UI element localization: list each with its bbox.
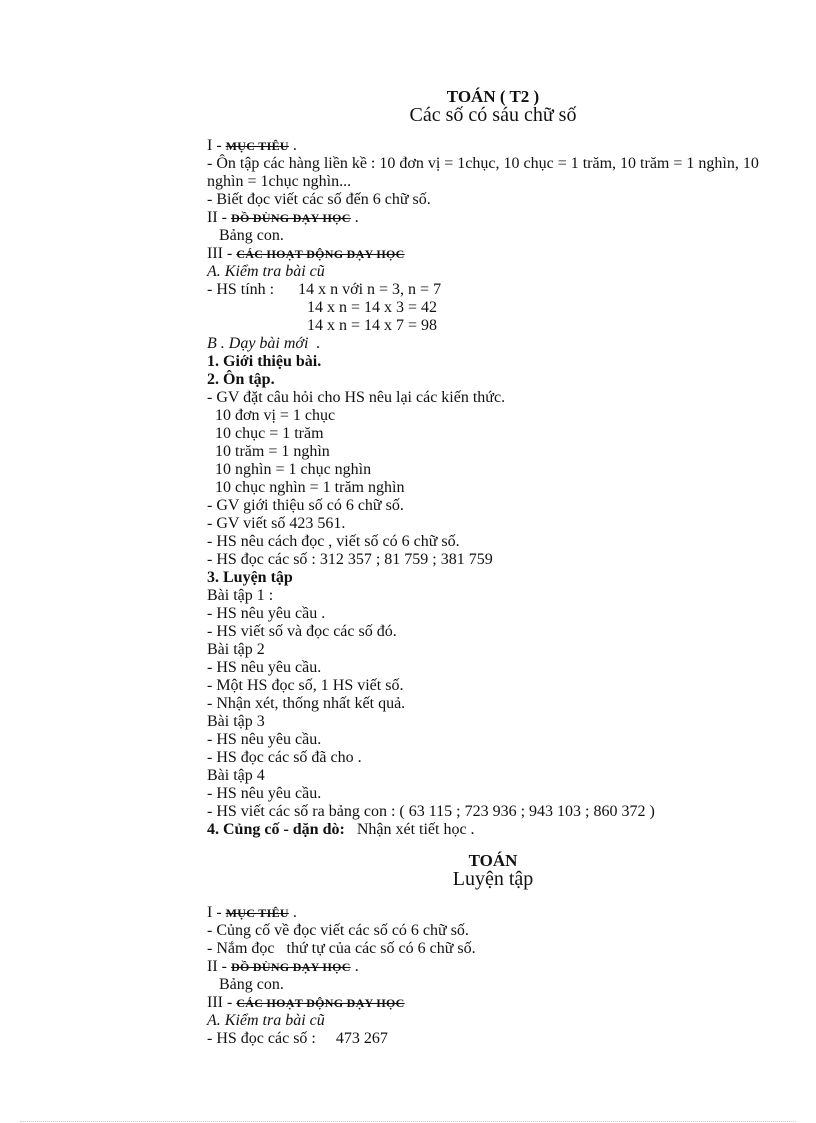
- section-title: MỤC TIÊU: [225, 906, 289, 920]
- exercise-heading: Bài tập 4: [207, 767, 265, 784]
- part-a-heading: A. Kiểm tra bài cũ: [207, 1012, 325, 1029]
- calc-line: 14 x n = 14 x 7 = 98: [207, 317, 438, 334]
- section-activities-heading: [207, 245, 787, 263]
- section-number: II -: [207, 958, 231, 975]
- materials-line: Bảng con.: [207, 227, 284, 244]
- review-line: - HS đọc các số : 312 357 ; 81 759 ; 381 759: [207, 551, 493, 568]
- section-suffix: .: [350, 958, 359, 975]
- closing-text: Nhận xét tiết học .: [344, 821, 475, 838]
- calc-line: 14 x n = 14 x 3 = 42: [207, 299, 438, 316]
- part-a-heading: A. Kiểm tra bài cũ: [207, 263, 325, 280]
- exercise-heading: Bài tập 1 :: [207, 587, 274, 604]
- review-line: - GV giới thiệu số có 6 chữ số.: [207, 497, 404, 514]
- exercise-line: - HS nêu yêu cầu.: [207, 659, 322, 676]
- part-b-heading: B . Dạy bài mới .: [207, 335, 321, 352]
- review-line: 10 nghìn = 1 chục nghìn: [207, 461, 372, 478]
- section-number: II -: [207, 209, 231, 226]
- exercise-heading: Bài tập 3: [207, 713, 265, 730]
- section-suffix: .: [288, 137, 297, 154]
- step-heading: 3. Luyện tập: [207, 569, 293, 586]
- exercise-line: - HS đọc các số đã cho .: [207, 749, 362, 766]
- section-number: III -: [207, 245, 237, 262]
- lesson1-content: [207, 137, 787, 839]
- lesson1-title: TOÁN ( T2 ): [446, 87, 540, 106]
- calc-line: - HS tính : 14 x n với n = 3, n = 7: [207, 281, 442, 298]
- exercise-heading: Bài tập 2: [207, 641, 265, 658]
- section-suffix: .: [350, 209, 359, 226]
- section-suffix: .: [288, 904, 297, 921]
- lesson1-title-block: [0, 88, 816, 125]
- review-line: 10 chục nghìn = 1 trăm nghìn: [207, 479, 405, 496]
- section-number: I -: [207, 904, 226, 921]
- review-line: - GV đặt câu hỏi cho HS nêu lại các kiến thức.: [207, 389, 506, 406]
- lesson2-content: [207, 904, 787, 1048]
- read-line: - HS đọc các số : 473 267: [207, 1030, 388, 1047]
- objective-line: - Biết đọc viết các số đến 6 chữ số.: [207, 191, 431, 208]
- exercise-line: - HS nêu yêu cầu.: [207, 731, 322, 748]
- step-heading: 4. Củng cố - dặn dò:: [207, 821, 345, 838]
- objective-line: - Ôn tập các hàng liền kề : 10 đơn vị = 1chục, 10 chục = 1 trăm, 10 trăm = 1 nghìn, 10 nghìn = 1chục nghìn...: [207, 155, 759, 190]
- section-title: ĐỒ DÙNG DẠY HỌC: [230, 960, 351, 974]
- review-line: - GV viết số 423 561.: [207, 515, 346, 532]
- review-line: - HS nêu cách đọc , viết số có 6 chữ số.: [207, 533, 460, 550]
- step-heading: 2. Ôn tập.: [207, 371, 275, 388]
- objective-line: - Nắm đọc thứ tự của các số có 6 chữ số.: [207, 940, 476, 957]
- section-title: MỤC TIÊU: [225, 139, 289, 153]
- lesson2-title-block: [0, 852, 816, 889]
- lesson2-title: TOÁN: [468, 851, 518, 870]
- exercise-line: - Nhận xét, thống nhất kết quả.: [207, 695, 406, 712]
- section-title: ĐỒ DÙNG DẠY HỌC: [230, 211, 351, 225]
- exercise-line: - HS viết các số ra bảng con : ( 63 115 ; 723 936 ; 943 103 ; 860 372 ): [207, 803, 655, 820]
- exercise-line: - HS viết số và đọc các số đó.: [207, 623, 397, 640]
- lesson2-subtitle: Luyện tập: [452, 868, 534, 890]
- closing-line: [207, 821, 787, 839]
- section-title: CÁC HOẠT ĐỘNG DẠY HỌC: [236, 996, 405, 1010]
- step-heading: 1. Giới thiệu bài.: [207, 353, 322, 370]
- section-title: CÁC HOẠT ĐỘNG DẠY HỌC: [236, 247, 405, 261]
- materials-line: Bảng con.: [207, 976, 284, 993]
- section-objectives-heading: [207, 137, 787, 155]
- section-number: I -: [207, 137, 226, 154]
- objective-line: - Củng cố về đọc viết các số có 6 chữ số.: [207, 922, 469, 939]
- exercise-line: - Một HS đọc số, 1 HS viết số.: [207, 677, 404, 694]
- section-objectives-heading: [207, 904, 787, 922]
- review-line: 10 đơn vị = 1 chục: [207, 407, 336, 424]
- review-line: 10 chục = 1 trăm: [207, 425, 324, 442]
- section-materials-heading: [207, 958, 787, 976]
- page-bottom-border: [20, 1121, 796, 1122]
- section-number: III -: [207, 994, 237, 1011]
- section-activities-heading: [207, 994, 787, 1012]
- section-materials-heading: [207, 209, 787, 227]
- review-line: 10 trăm = 1 nghìn: [207, 443, 330, 460]
- exercise-line: - HS nêu yêu cầu.: [207, 785, 322, 802]
- exercise-line: - HS nêu yêu cầu .: [207, 605, 326, 622]
- lesson1-subtitle: Các số có sáu chữ số: [409, 104, 577, 126]
